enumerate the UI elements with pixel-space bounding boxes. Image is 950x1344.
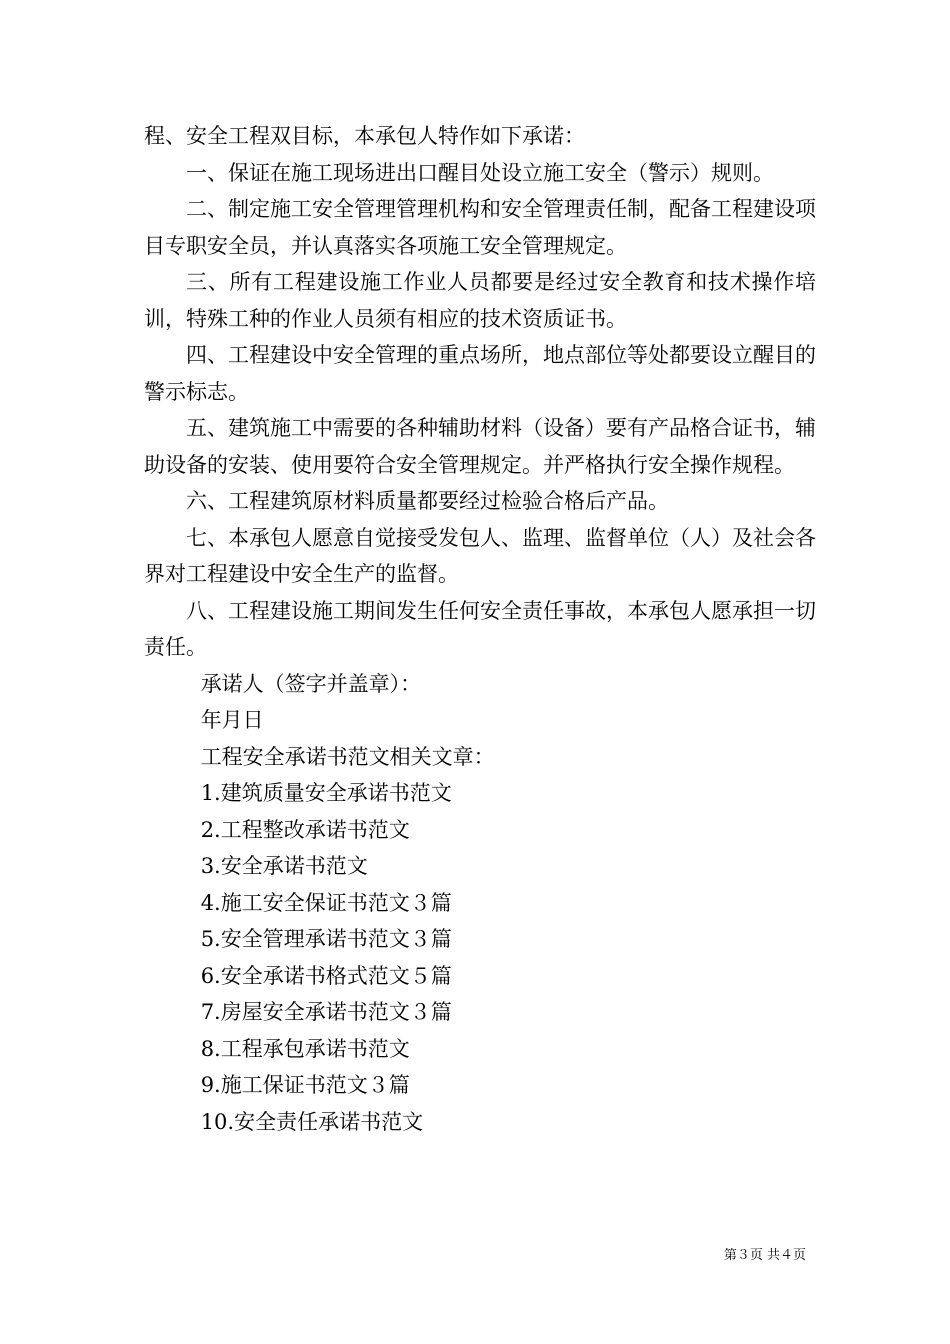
related-article-link[interactable]: 1.建筑质量安全承诺书范文 xyxy=(200,781,452,805)
paragraph-item-7: 七、本承包人愿意自觉接受发包人、监理、监督单位（人）及社会各界对工程建设中安全生产的监督。 xyxy=(144,525,816,586)
related-article-link[interactable]: 7.房屋安全承诺书范文３篇 xyxy=(200,1000,452,1024)
paragraph-item-2: 二、制定施工安全管理管理机构和安全管理责任制，配备工程建设项目专职安全员，并认真落实各项施工安全管理规定。 xyxy=(144,197,816,258)
page-number-footer: 第３页 共４页 xyxy=(723,1248,806,1263)
related-article-link[interactable]: 10.安全责任承诺书范文 xyxy=(200,1109,424,1134)
paragraph-item-1: 一、保证在施工现场进出口醒目处设立施工安全（警示）规则。 xyxy=(186,160,774,185)
signature-label: 承诺人（签字并盖章）： xyxy=(200,671,422,696)
date-label: 年月日 xyxy=(200,708,264,732)
paragraph-item-3: 三、所有工程建设施工作业人员都要是经过安全教育和技术操作培训，特殊工种的作业人员须有相应的技术资质证书。 xyxy=(144,270,816,331)
paragraph-continuation: 程、安全工程双目标，本承包人特作如下承诺： xyxy=(144,124,585,148)
related-article-link[interactable]: 2.工程整改承诺书范文 xyxy=(200,817,410,842)
related-article-link[interactable]: 3.安全承诺书范文 xyxy=(200,854,368,878)
paragraph-item-4: 四、工程建设中安全管理的重点场所，地点部位等处都要设立醒目的警示标志。 xyxy=(144,343,816,404)
related-articles-heading: 工程安全承诺书范文相关文章： xyxy=(200,744,495,769)
paragraph-item-5: 五、建筑施工中需要的各种辅助材料（设备）要有产品格合证书，辅助设备的安装、使用要符合安全管理规定。并严格执行安全操作规程。 xyxy=(144,416,816,477)
paragraph-item-8: 八、工程建设施工期间发生任何安全责任事故，本承包人愿承担一切责任。 xyxy=(144,598,816,659)
related-article-link[interactable]: 4.施工安全保证书范文３篇 xyxy=(200,890,452,915)
related-article-link[interactable]: 9.施工保证书范文３篇 xyxy=(200,1073,410,1097)
paragraph-item-6: 六、工程建筑原材料质量都要经过检验合格后产品。 xyxy=(186,489,669,513)
related-article-link[interactable]: 5.安全管理承诺书范文３篇 xyxy=(200,927,452,951)
related-articles-list xyxy=(144,775,816,1140)
related-article-link[interactable]: 8.工程承包承诺书范文 xyxy=(200,1036,410,1061)
document-body xyxy=(144,118,816,1140)
related-article-link[interactable]: 6.安全承诺书格式范文５篇 xyxy=(200,963,452,988)
